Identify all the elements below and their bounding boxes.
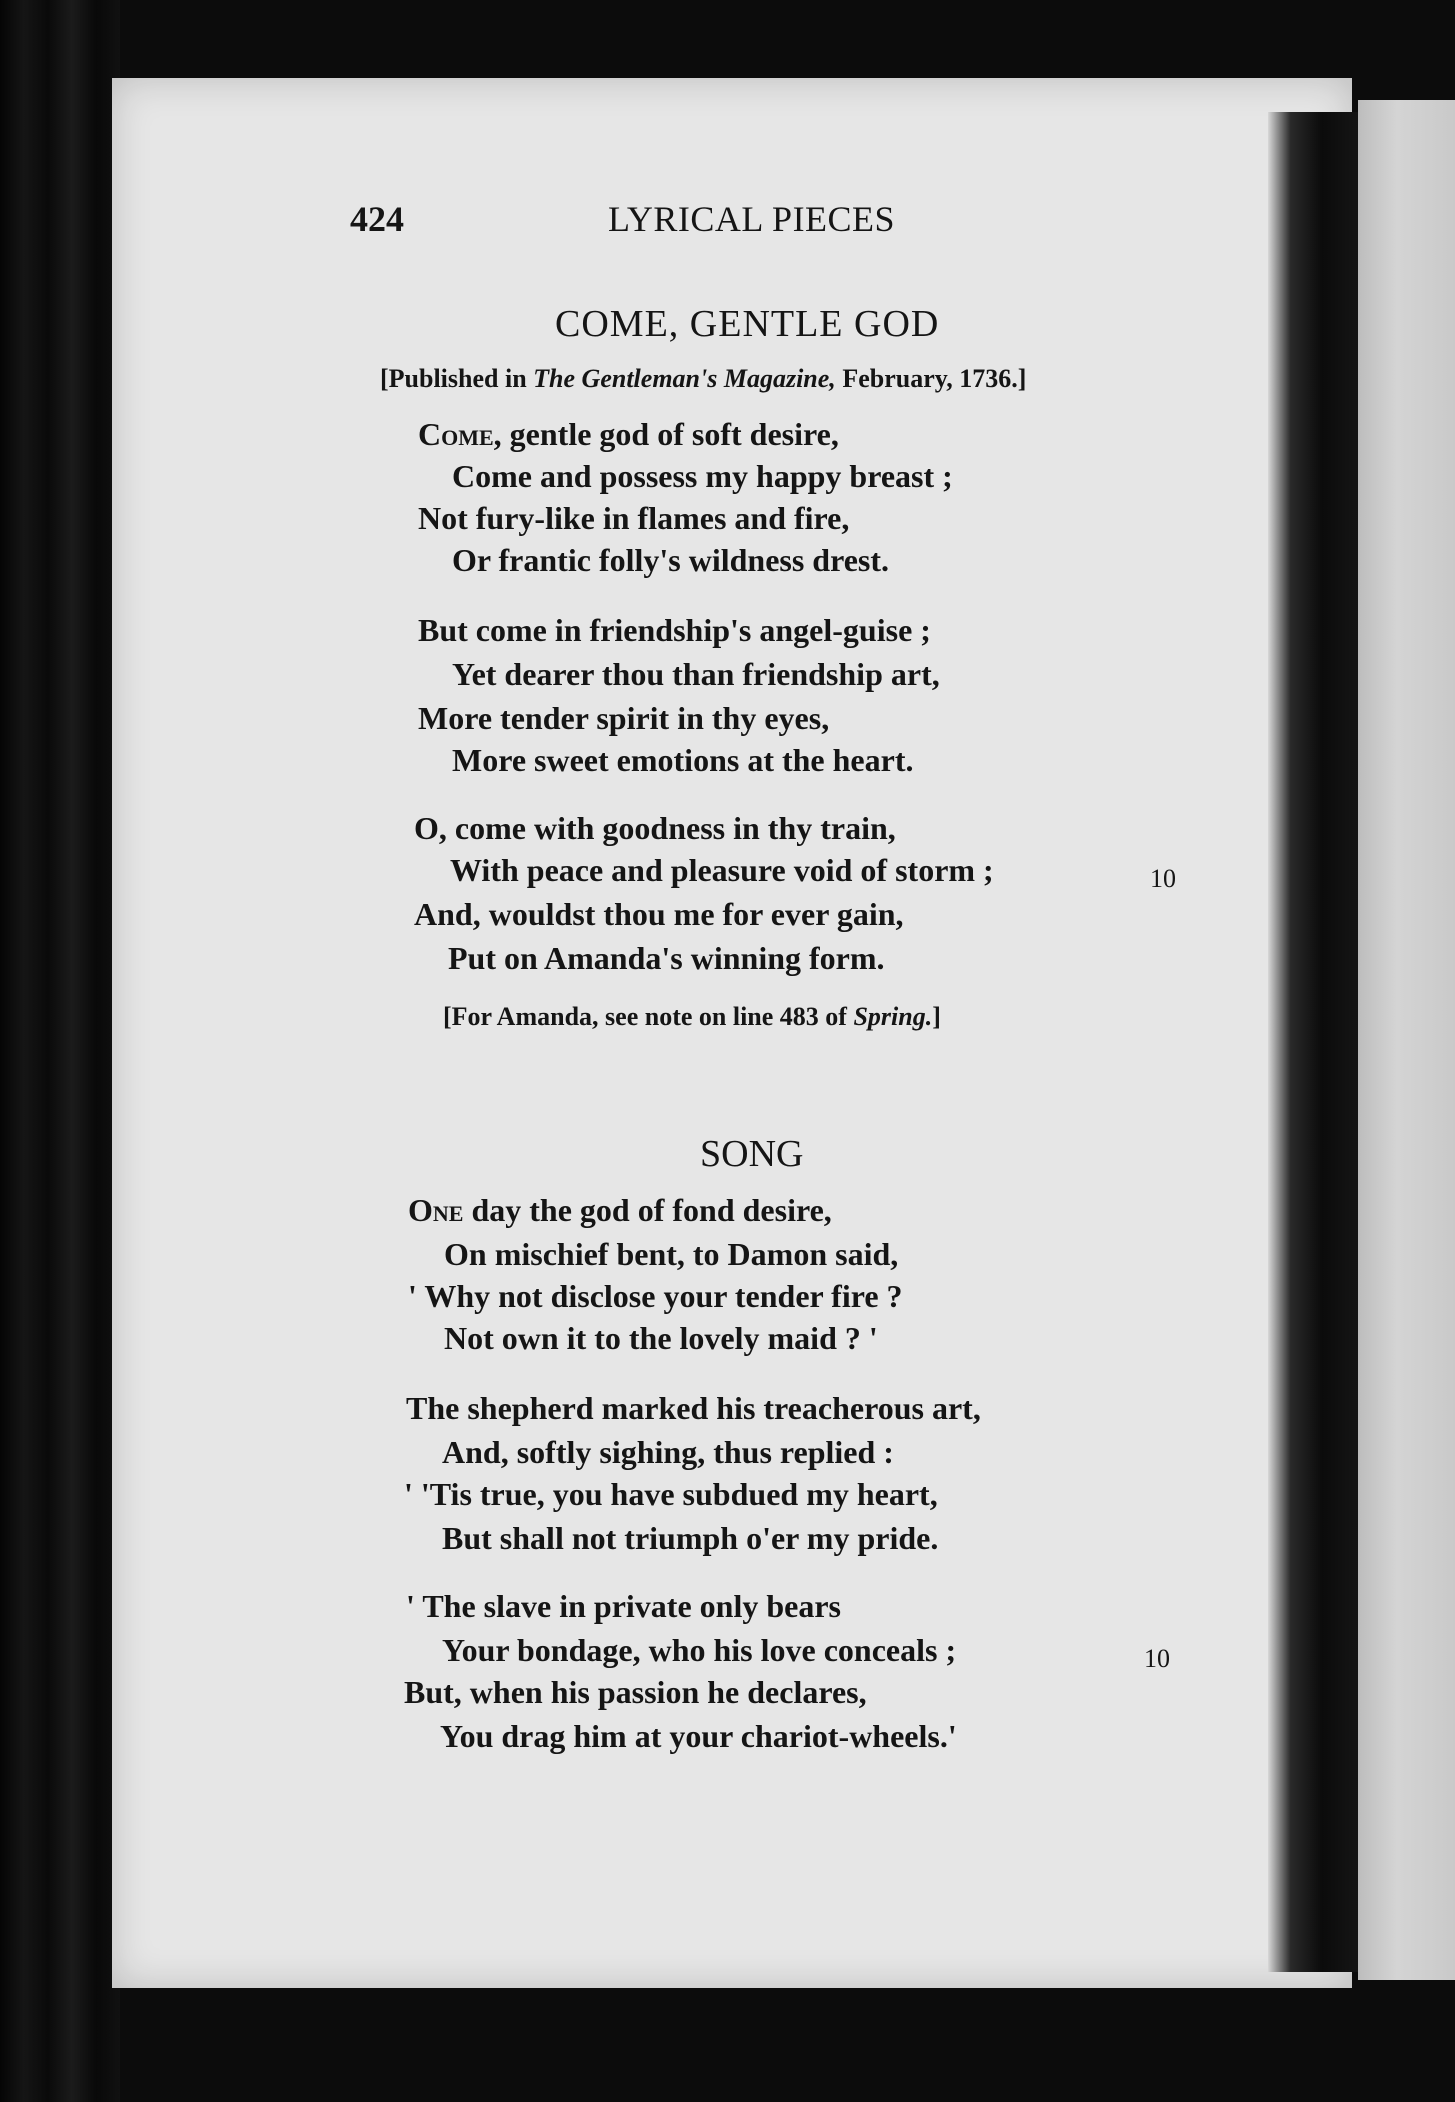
poem2-line-8: But shall not triumph o'er my pride. [442, 1520, 939, 1556]
poem2-line-4: Not own it to the lovely maid ? ' [444, 1320, 878, 1356]
poem2-line-12: You drag him at your chariot-wheels.' [440, 1718, 957, 1754]
poem2-line-5: The shepherd marked his treacherous art, [406, 1390, 981, 1426]
poem2-line-number: 10 [1144, 1644, 1170, 1673]
poem2-line-10: Your bondage, who his love conceals ; [442, 1632, 957, 1668]
poem1-line-10: With peace and pleasure void of storm ; [450, 852, 994, 888]
book-spine-shadow [0, 0, 120, 2102]
running-header: LYRICAL PIECES [608, 199, 896, 239]
poem1-line-2: Come and possess my happy breast ; [452, 458, 953, 494]
poem-title-song: SONG [700, 1133, 804, 1175]
poem2-line-2: On mischief bent, to Damon said, [444, 1236, 899, 1272]
page-number: 424 [350, 199, 404, 239]
poem1-line-11: And, wouldst thou me for ever gain, [414, 896, 904, 932]
poem1-line-8: More sweet emotions at the heart. [452, 742, 914, 778]
poem-title-come-gentle-god: COME, GENTLE GOD [555, 303, 940, 345]
poem1-line-4: Or frantic folly's wildness drest. [452, 542, 890, 578]
publication-note: [Published in The Gentleman's Magazine, February, 1736.] [380, 364, 1027, 393]
poem1-line-12: Put on Amanda's winning form. [448, 940, 885, 976]
page-gutter-shadow [1268, 112, 1358, 1972]
amanda-footnote: [For Amanda, see note on line 483 of Spring.] [443, 1002, 941, 1031]
poem1-line-6: Yet dearer thou than friendship art, [452, 656, 940, 692]
poem1-line-5: But come in friendship's angel-guise ; [418, 612, 931, 648]
poem1-line-number: 10 [1150, 864, 1176, 893]
poem2-line-6: And, softly sighing, thus replied : [442, 1434, 894, 1470]
poem1-line-3: Not fury-like in flames and fire, [418, 500, 850, 536]
poem2-line-1: One day the god of fond desire, [408, 1192, 832, 1228]
poem1-line-7: More tender spirit in thy eyes, [418, 700, 830, 736]
poem1-line-1: Come, gentle god of soft desire, [418, 416, 839, 452]
poem2-line-11: But, when his passion he declares, [404, 1674, 867, 1710]
poem2-line-3: ' Why not disclose your tender fire ? [408, 1278, 903, 1314]
poem2-line-7: ' 'Tis true, you have subdued my heart, [404, 1476, 938, 1512]
facing-page-edge [1358, 100, 1455, 1980]
poem2-line-9: ' The slave in private only bears [406, 1588, 841, 1624]
poem1-line-9: O, come with goodness in thy train, [414, 810, 896, 846]
